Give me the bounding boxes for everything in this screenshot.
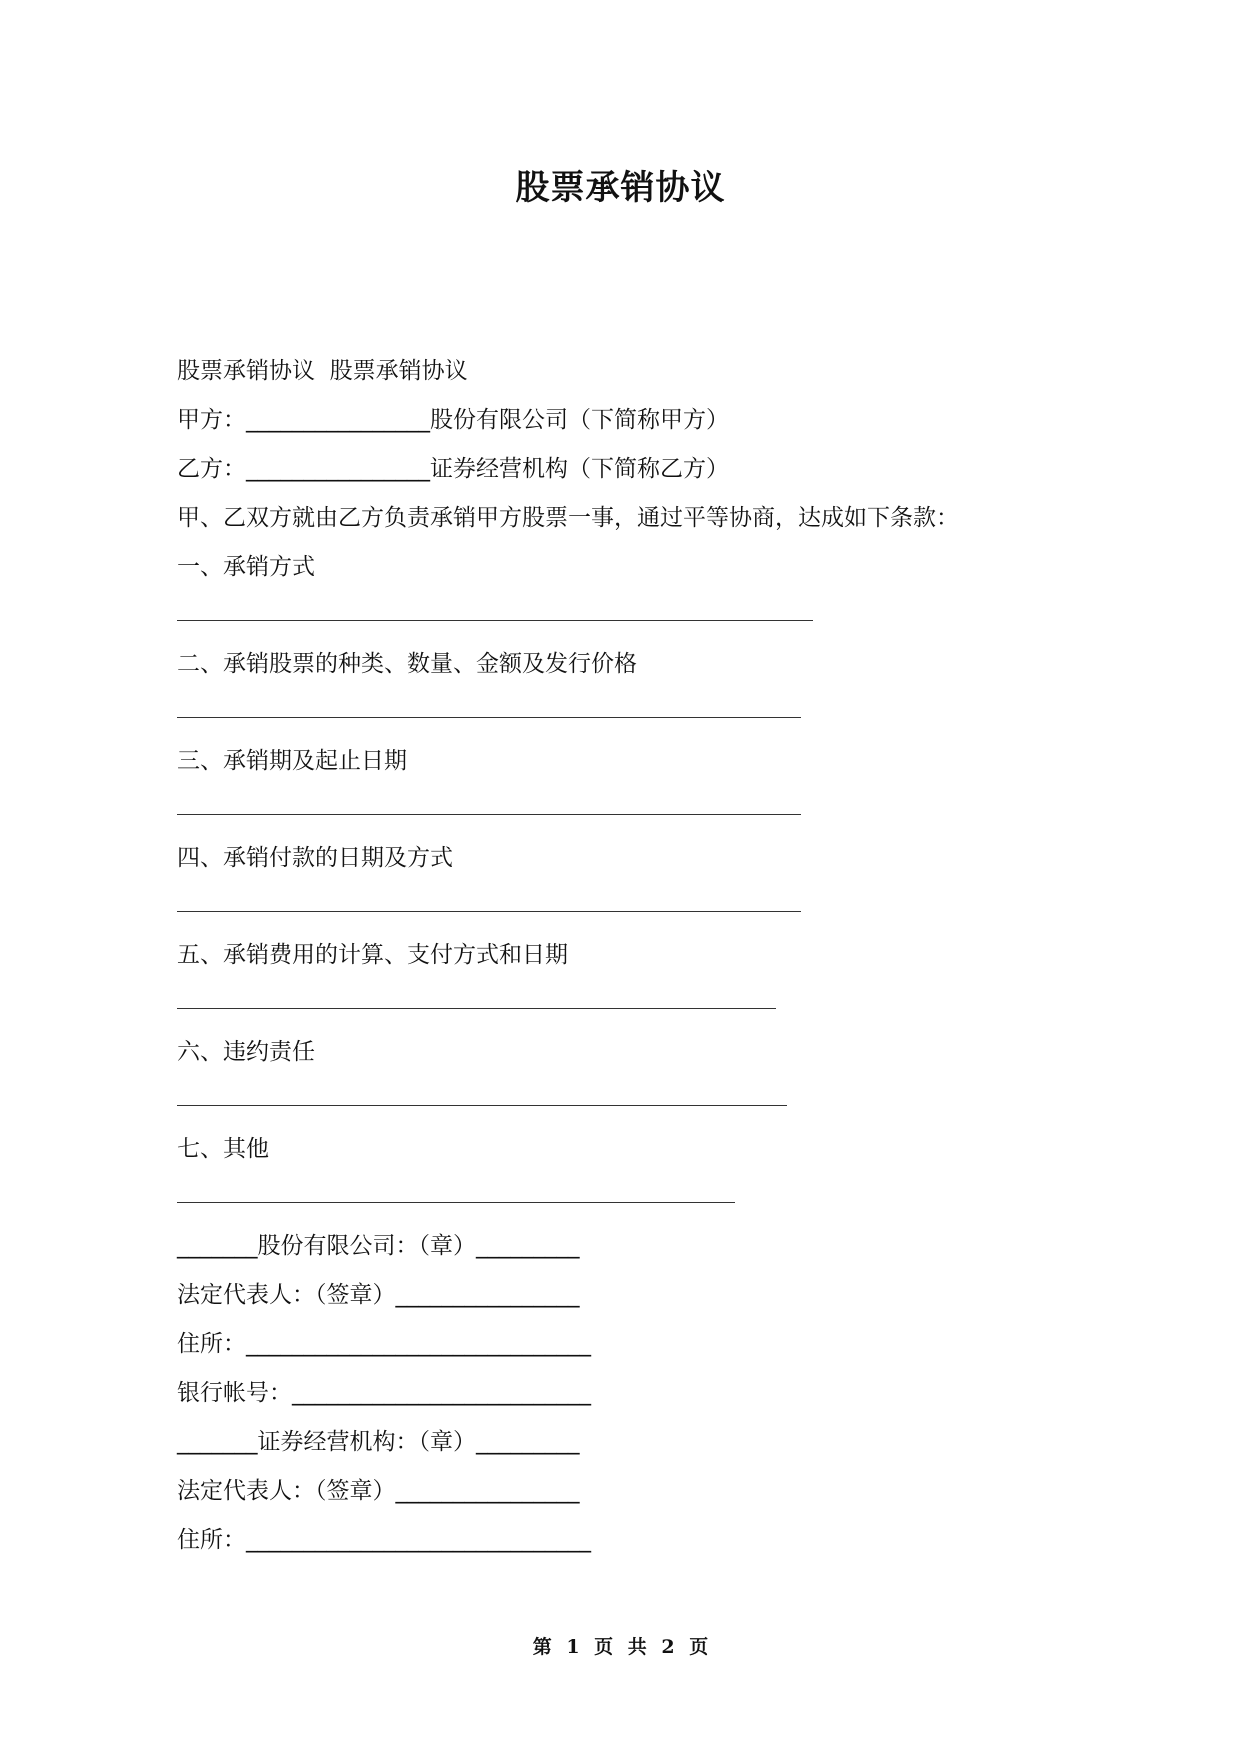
section-3-blank (177, 814, 801, 815)
signature-b-representative: 法定代表人：（签章）________________ (177, 1478, 580, 1504)
signature-b-company: _______证券经营机构：（章）_________ (177, 1429, 580, 1455)
section-1-heading: 一、承销方式 (177, 554, 315, 580)
section-7-blank (177, 1202, 735, 1203)
signature-a-company: _______股份有限公司：（章）_________ (177, 1233, 580, 1259)
subtitle-line: 股票承销协议 股票承销协议 (177, 358, 468, 384)
section-5-blank (177, 1008, 776, 1009)
party-a-line: 甲方：________________股份有限公司（下简称甲方） (177, 407, 729, 433)
signature-a-address: 住所：______________________________ (177, 1331, 591, 1357)
signature-a-bank-account: 银行帐号：__________________________ (177, 1380, 591, 1406)
section-3-heading: 三、承销期及起止日期 (177, 748, 407, 774)
document-title: 股票承销协议 (515, 168, 726, 208)
section-1-blank (177, 620, 813, 621)
section-5-heading: 五、承销费用的计算、支付方式和日期 (177, 942, 568, 968)
party-b-line: 乙方：________________证券经营机构（下简称乙方） (177, 456, 729, 482)
section-7-heading: 七、其他 (177, 1136, 269, 1162)
section-4-heading: 四、承销付款的日期及方式 (177, 845, 453, 871)
section-6-heading: 六、违约责任 (177, 1039, 315, 1065)
section-6-blank (177, 1105, 787, 1106)
intro-line: 甲、乙双方就由乙方负责承销甲方股票一事，通过平等协商，达成如下条款： (177, 505, 959, 531)
section-2-heading: 二、承销股票的种类、数量、金额及发行价格 (177, 651, 637, 677)
section-2-blank (177, 717, 801, 718)
signature-a-representative: 法定代表人：（签章）________________ (177, 1282, 580, 1308)
page-number-footer: 第 1 页 共 2 页 (532, 1636, 709, 1658)
signature-b-address: 住所：______________________________ (177, 1527, 591, 1553)
section-4-blank (177, 911, 801, 912)
